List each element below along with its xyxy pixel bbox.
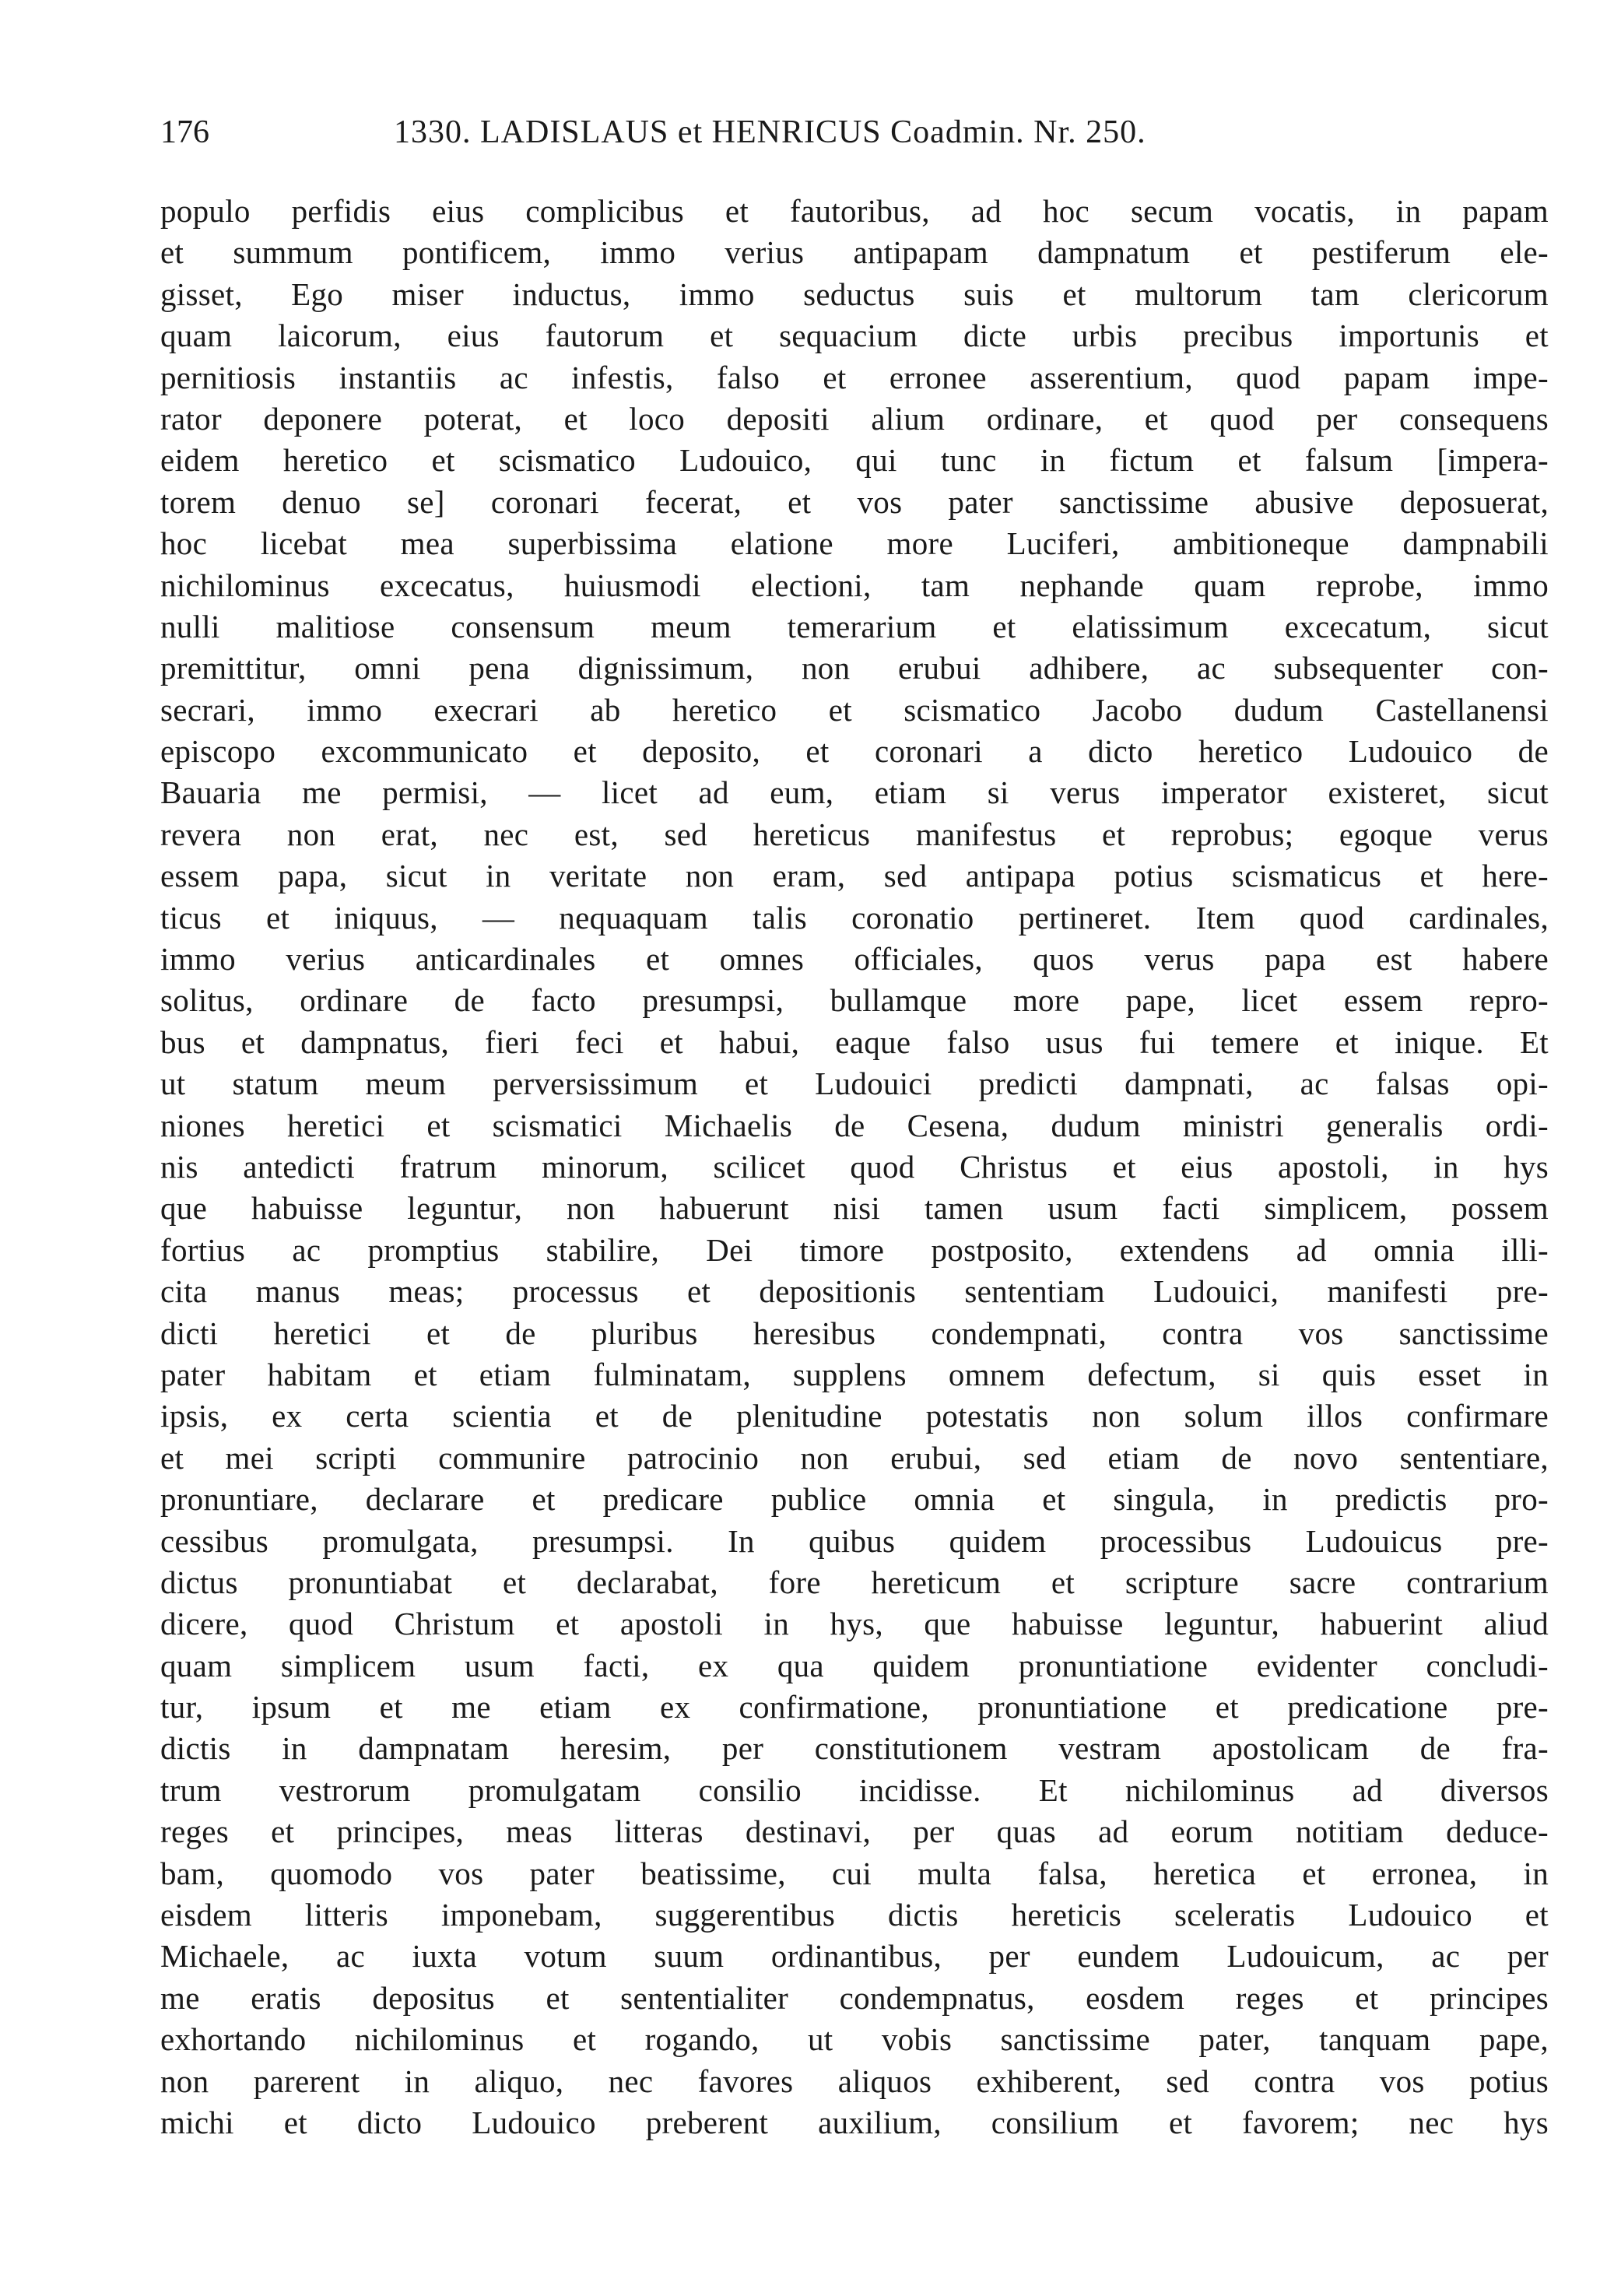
text-line: bam, quomodo vos pater beatissime, cui multa falsa, heretica et erronea, in <box>160 1855 1549 1891</box>
text-line: niones heretici et scismatici Michaelis de Cesena, dudum ministri generalis ordi- <box>160 1107 1549 1143</box>
text-line: pronuntiare, declarare et predicare publice omnia et singula, in predictis pro- <box>160 1481 1549 1518</box>
text-line: episcopo excommunicato et deposito, et coronari a dicto heretico Ludouico de <box>160 733 1549 770</box>
text-line: pater habitam et etiam fulminatam, supplens omnem defectum, si quis esset in <box>160 1356 1549 1392</box>
text-line: dicti heretici et de pluribus heresibus condempnati, contra vos sanctissime <box>160 1315 1549 1351</box>
text-line: hoc licebat mea superbissima elatione more Luciferi, ambitioneque dampnabili <box>160 525 1549 562</box>
body-text <box>160 191 1549 2143</box>
text-line: nichilominus excecatus, huiusmodi electioni, tam nephande quam reprobe, immo <box>160 567 1549 603</box>
text-line: fortius ac promptius stabilire, Dei timore postposito, extendens ad omnia illi- <box>160 1231 1549 1268</box>
text-line: exhortando nichilominus et rogando, ut vobis sanctissime pater, tanquam pape, <box>160 2021 1549 2058</box>
text-line: nis antedicti fratrum minorum, scilicet quod Christus et eius apostoli, in hys <box>160 1148 1549 1185</box>
text-line: nulli malitiose consensum meum temerarium et elatissimum excecatum, sicut <box>160 608 1549 644</box>
text-line: populo perfidis eius complicibus et fautoribus, ad hoc secum vocatis, in papam <box>160 193 1549 229</box>
text-line: torem denuo se] coronari fecerat, et vos pater sanctissime abusive deposuerat, <box>160 483 1549 520</box>
text-line: solitus, ordinare de facto presumpsi, bullamque more pape, licet essem repro- <box>160 982 1549 1019</box>
text-line: dictis in dampnatam heresim, per constitutionem vestram apostolicam de fra- <box>160 1730 1549 1767</box>
text-line: eidem heretico et scismatico Ludouico, qui tunc in fictum et falsum [impera- <box>160 442 1549 479</box>
text-line: cita manus meas; processus et depositionis sententiam Ludouici, manifesti pre- <box>160 1273 1549 1310</box>
text-line: essem papa, sicut in veritate non eram, sed antipapa potius scismaticus et here- <box>160 858 1549 894</box>
text-line: revera non erat, nec est, sed hereticus manifestus et reprobus; egoque verus <box>160 816 1549 852</box>
text-line: rator deponere poterat, et loco depositi alium ordinare, et quod per consequens <box>160 400 1549 437</box>
text-line: Michaele, ac iuxta votum suum ordinantibus, per eundem Ludouicum, ac per <box>160 1938 1549 1975</box>
text-line: reges et principes, meas litteras destinavi, per quas ad eorum notitiam deduce- <box>160 1813 1549 1850</box>
text-line: et summum pontificem, immo verius antipapam dampnatum et pestiferum ele- <box>160 234 1549 271</box>
text-line: eisdem litteris imponebam, suggerentibus dictis hereticis sceleratis Ludouico et <box>160 1897 1549 1933</box>
text-line: dicere, quod Christum et apostoli in hys, que habuisse leguntur, habuerint aliud <box>160 1606 1549 1642</box>
text-line: bus et dampnatus, fieri feci et habui, eaque falso usus fui temere et inique. Et <box>160 1023 1549 1060</box>
text-line: immo verius anticardinales et omnes officiales, quos verus papa est habere <box>160 941 1549 978</box>
running-head: 1330. LADISLAUS et HENRICUS Coadmin. Nr. 250. <box>394 114 1146 150</box>
text-line: tur, ipsum et me etiam ex confirmatione, pronuntiatione et predicatione pre- <box>160 1689 1549 1726</box>
text-line: quam laicorum, eius fautorum et sequacium dicte urbis precibus importunis et <box>160 318 1549 354</box>
page-header <box>160 109 1549 156</box>
page-number: 176 <box>160 114 209 150</box>
text-line: ut statum meum perversissimum et Ludouici predicti dampnati, ac falsas opi- <box>160 1065 1549 1102</box>
text-line: gisset, Ego miser inductus, immo seductus suis et multorum tam clericorum <box>160 276 1549 312</box>
text-line: premittitur, omni pena dignissimum, non erubui adhibere, ac subsequenter con- <box>160 650 1549 686</box>
text-line: et mei scripti communire patrocinio non erubui, sed etiam de novo sententiare, <box>160 1439 1549 1476</box>
text-line: quam simplicem usum facti, ex qua quidem pronuntiatione evidenter concludi- <box>160 1647 1549 1683</box>
text-line: ticus et iniquus, — nequaquam talis coronatio pertineret. Item quod cardinales, <box>160 899 1549 936</box>
text-line: que habuisse leguntur, non habuerunt nisi tamen usum facti simplicem, possem <box>160 1190 1549 1227</box>
text-line: ipsis, ex certa scientia et de plenitudine potestatis non solum illos confirmare <box>160 1398 1549 1434</box>
text-line: pernitiosis instantiis ac infestis, falso et erronee asserentium, quod papam impe- <box>160 359 1549 395</box>
text-line: dictus pronuntiabat et declarabat, fore hereticum et scripture sacre contrarium <box>160 1564 1549 1600</box>
text-line: me eratis depositus et sententialiter condempnatus, eosdem reges et principes <box>160 1979 1549 2016</box>
text-line: Bauaria me permisi, — licet ad eum, etiam si verus imperator existeret, sicut <box>160 774 1549 811</box>
text-line: michi et dicto Ludouico preberent auxilium, consilium et favorem; nec hys <box>160 2104 1549 2140</box>
text-line: trum vestrorum promulgatam consilio incidisse. Et nichilominus ad diversos <box>160 1771 1549 1808</box>
text-line: secrari, immo execrari ab heretico et scismatico Jacobo dudum Castellanensi <box>160 691 1549 728</box>
text-line: non parerent in aliquo, nec favores aliquos exhiberent, sed contra vos potius <box>160 2063 1549 2099</box>
text-line: cessibus promulgata, presumpsi. In quibus quidem processibus Ludouicus pre- <box>160 1522 1549 1559</box>
